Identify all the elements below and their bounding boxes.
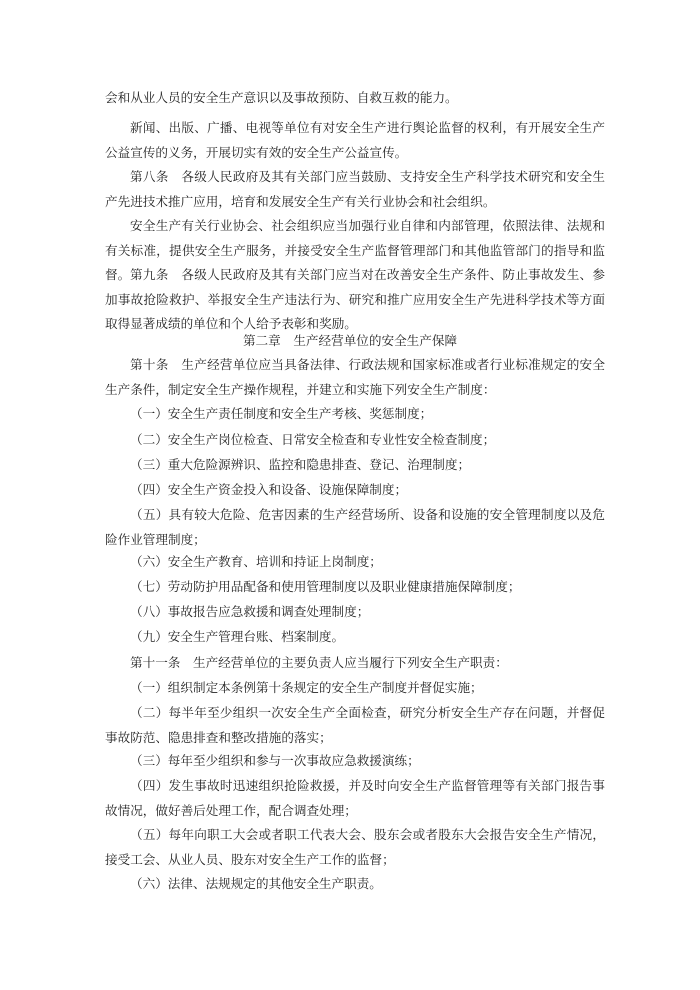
list-item: （三）每年至少组织和参与一次事故应急救援演练； xyxy=(130,753,420,768)
list-item: （三）重大危险源辨识、监控和隐患排查、登记、治理制度； xyxy=(130,457,471,472)
paragraph-article-9: 第九条 各级人民政府及其有关部门应当对在改善安全生产条件、防止事故发生、参加事故抢险救护、举报安全生产违法行为、研究和推广应用安全生产先进科学技术等方面取得显著成绩的单位和个人给予表彰和奖励。 xyxy=(105,267,605,331)
list-item: （七）劳动防护用品配备和使用管理制度以及职业健康措施保障制度； xyxy=(130,579,521,594)
list-item: （一）组织制定本条例第十条规定的安全生产制度并督促实施； xyxy=(130,680,483,695)
paragraph-continuation: 会和从业人员的安全生产意识以及事故预防、自救互救的能力。 xyxy=(105,90,458,105)
list-item: （五）每年向职工大会或者职工代表大会、股东会或者股东大会报告安全生产情况，接受工会、从业人员、股东对安全生产工作的监督； xyxy=(105,827,605,867)
list-item: （一）安全生产责任制度和安全生产考核、奖惩制度； xyxy=(130,406,433,421)
paragraph-article-8: 第八条 各级人民政府及其有关部门应当鼓励、支持安全生产科学技术研究和安全生产先进技术推广应用，培育和发展安全生产有关行业协会和社会组织。 xyxy=(105,169,605,209)
paragraph-article-11: 第十一条 生产经营单位的主要负责人应当履行下列安全生产职责： xyxy=(130,655,508,670)
list-item: （四）安全生产资金投入和设备、设施保障制度； xyxy=(130,482,408,497)
paragraph-industry-associations: 安全生产有关行业协会、社会组织应当加强行业自律和内部管理，依照法律、法规和有关标准，提供安全生产服务，并接受安全生产监督管理部门和其他监管部门的指导和监督。 xyxy=(105,218,605,282)
list-item: （二）每半年至少组织一次安全生产全面检查，研究分析安全生产存在问题，并督促事故防范、隐患排查和整改措施的落实； xyxy=(105,705,605,745)
list-item: （六）法律、法规规定的其他安全生产职责。 xyxy=(130,876,382,891)
list-item: （六）安全生产教育、培训和持证上岗制度； xyxy=(130,554,382,569)
list-item: （九）安全生产管理台账、档案制度。 xyxy=(130,629,345,644)
chapter-title: 第二章 生产经营单位的安全生产保障 xyxy=(242,333,458,348)
list-item: （八）事故报告应急救援和调查处理制度； xyxy=(130,604,370,619)
list-item: （二）安全生产岗位检查、日常安全检查和专业性安全检查制度； xyxy=(130,432,496,447)
paragraph-media-supervision: 新闻、出版、广播、电视等单位有对安全生产进行舆论监督的权利，有开展安全生产公益宣传的义务，开展切实有效的安全生产公益宣传。 xyxy=(105,120,605,160)
paragraph-article-10: 第十条 生产经营单位应当具备法律、行政法规和国家标准或者行业标准规定的安全生产条件，制定安全生产操作规程，并建立和实施下列安全生产制度： xyxy=(105,357,605,397)
list-item: （四）发生事故时迅速组织抢险救援，并及时向安全生产监督管理等有关部门报告事故情况，做好善后处理工作，配合调查处理； xyxy=(105,778,605,818)
list-item: （五）具有较大危险、危害因素的生产经营场所、设备和设施的安全管理制度以及危险作业管理制度； xyxy=(105,507,605,547)
